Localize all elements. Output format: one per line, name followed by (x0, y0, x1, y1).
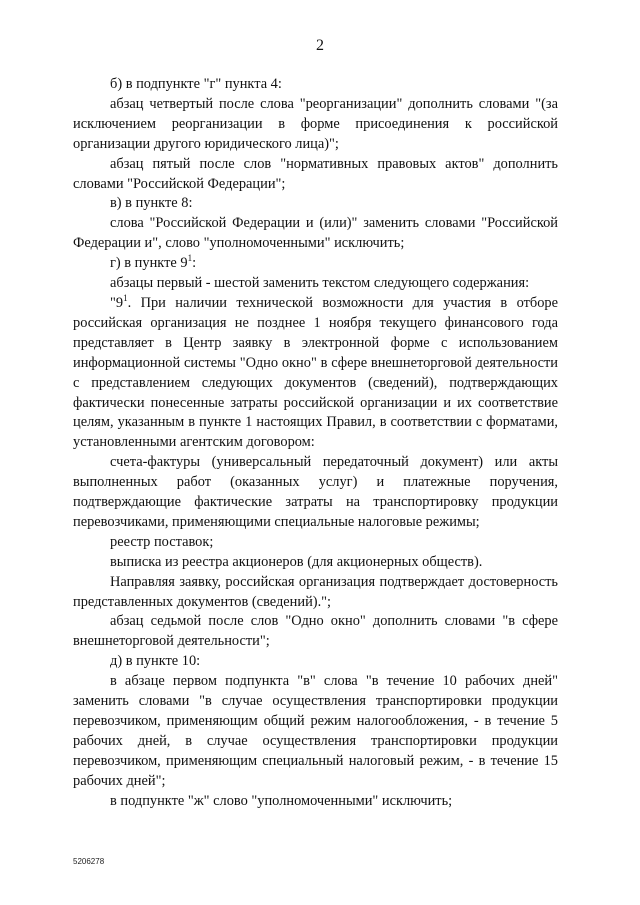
paragraph-text: г) в пункте 9 (110, 255, 188, 272)
paragraph: абзац четвертый после слова "реорганизации" дополнить словами "(за исключением реорганизации в форме присоединения к российской организации другого юридического лица)"; (73, 95, 558, 152)
page-number: 2 (316, 37, 324, 54)
paragraph: выписка из реестра акционеров (для акционерных обществ). (110, 553, 483, 570)
paragraph-point-9-1 (73, 254, 558, 274)
paragraph: счета-фактуры (универсальный передаточный документ) или акты выполненных работ (оказанных услуг) и платежные поручения, подтверждающие фактические затраты на транспортировку продукции перевозчиками, применяющими специальные налоговые режимы; (73, 454, 558, 530)
quote-open-number: "9 (110, 294, 124, 311)
paragraph: б) в подпункте "г" пункта 4: (110, 76, 282, 92)
paragraph: слова "Российской Федерации и (или)" заменить словами "Российской Федерации и", слово "уполномоченными" исключить; (73, 215, 558, 252)
document-body (73, 75, 558, 812)
paragraph: д) в пункте 10: (110, 653, 201, 670)
superscript: 1 (123, 292, 128, 303)
colon: : (192, 255, 197, 272)
paragraph: Направляя заявку, российская организация подтверждает достоверность представленных документов (сведений)."; (73, 573, 558, 610)
superscript: 1 (187, 253, 193, 264)
paragraph-new-point-9-1 (73, 294, 558, 453)
footer-code: 5206278 (73, 857, 105, 866)
paragraph: абзац седьмой после слов "Одно окно" дополнить словами "в сфере внешнеторговой деятельности"; (73, 613, 558, 650)
paragraph-text: . При наличии технической возможности для участия в отборе российская организация не позднее 1 ноября текущего финансового года представляет в Центр заявку в электронной форме с использованием информационной системы "Одно окно" в сфере внешнеторговой деятельности с представлением следующих документов (сведений), подтверждающих фактически понесенные затраты российской организации и их соответствие целям, указанным в пункте 1 настоящих Правил, в соответствии с форматами, установленными агентским договором: (73, 294, 558, 451)
paragraph: реестр поставок; (110, 533, 214, 550)
paragraph: в подпункте "ж" слово "уполномоченными" исключить; (110, 792, 453, 809)
paragraph: абзацы первый - шестой заменить текстом следующего содержания: (110, 275, 530, 292)
paragraph: абзац пятый после слов "нормативных правовых актов" дополнить словами "Российской Федерации"; (73, 155, 558, 192)
paragraph: в) в пункте 8: (110, 195, 193, 212)
paragraph: в абзаце первом подпункта "в" слова "в течение 10 рабочих дней" заменить словами "в случае осуществления транспортировки продукции перевозчиком, применяющим общий режим налогообложения, - в течение 5 рабочих дней, в случае осуществления транспортировки продукции перевозчиком, применяющим специальный налоговый режим, - в течение 15 рабочих дней"; (73, 673, 558, 789)
